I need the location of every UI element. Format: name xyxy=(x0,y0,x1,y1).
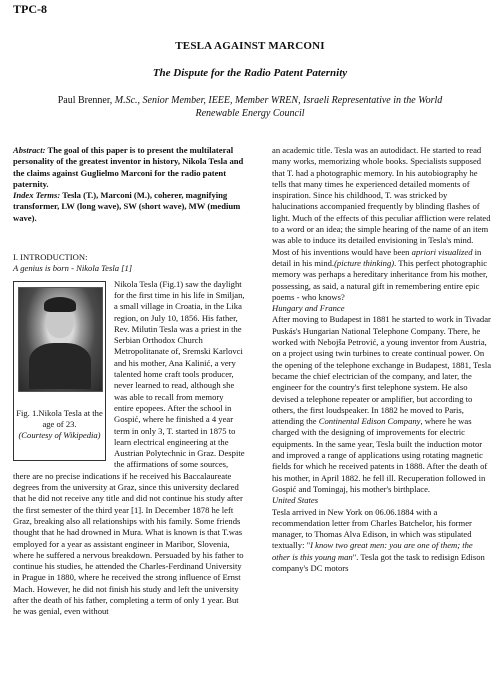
figure-caption xyxy=(14,408,105,441)
para1-italic-apriori: apriori visualized xyxy=(411,246,473,257)
right-column xyxy=(272,145,492,574)
right-paragraph-2 xyxy=(272,314,492,495)
index-terms-text: Tesla (T.), Marconi (M.), coherer, magnifying transformer, LW (long wave), SW (short wave), MW (medium wave). xyxy=(13,190,241,223)
figure-credit: (Courtesy of Wikipedia) xyxy=(18,429,101,440)
paper-title: TESLA AGAINST MARCONI xyxy=(175,40,325,52)
abstract xyxy=(13,145,245,224)
para2-italic-company: Continental Edison Company xyxy=(318,416,421,427)
abstract-text: The goal of this paper is to present the multilateral personality of the greatest inventor in history, Nikola Tesla and the claims against Guglielmo Marconi for the radio patent paternity. xyxy=(13,145,244,189)
subheading-hungary-france: Hungary and France xyxy=(272,303,345,314)
portrait-hair xyxy=(44,297,76,312)
para3-italic-quote: I know two great men: you are one of them; the other is this young man xyxy=(272,540,473,562)
right-paragraph-3 xyxy=(272,507,492,575)
tesla-portrait-photo xyxy=(18,287,103,392)
para1-mid: in detail in his mind. xyxy=(272,246,482,268)
para3-end: ". Tesla got the task to redisign Edison company's DC motors xyxy=(272,551,485,573)
intro-epigraph: A genius is born - Nikola Tesla [1] xyxy=(13,263,133,274)
page-tag: TPC-8 xyxy=(13,2,47,16)
figure-caption-text: Fig. 1.Nikola Tesla at the age of 23. xyxy=(16,407,103,429)
section-heading-introduction: I. INTRODUCTION: xyxy=(13,252,88,263)
figure-1 xyxy=(13,281,106,461)
index-terms-label: Index Terms: xyxy=(13,190,61,201)
para1-end: . This perfect photographic memory was perhaps a hereditary inheritance from his mother, possessing, as said, a natural gift in remembering entire epic poems - who knows? xyxy=(272,257,488,302)
abstract-label: Abstract: xyxy=(13,145,46,155)
author-name: Paul Brenner, xyxy=(57,95,115,106)
para1-text: an academic title. Tesla was an autodidact. He started to read many works, memorizing whole books. Specialists supposed that T. had a photographic memory. In his autobiography he tells that many times he experienced detailed moments of inspiration. Since his childhood, T. was stricked by halucinations accompanied frequently by blinding flashes of light. Much of the effects of this peculiar affliction were related to a word or an idea; the simple hearing of the name of an item was able to induce its detailed envisioning in Tesla's mind. Most of his inventions would have been xyxy=(272,145,491,257)
author-affiliation: M.Sc., Senior Member, IEEE, Member WREN, Israeli Representative in the World Renewable Energy Council xyxy=(114,95,443,119)
para1-italic-picture: (picture thinking) xyxy=(334,257,395,268)
subheading-united-states: United States xyxy=(272,495,319,506)
paper-subtitle: The Dispute for the Radio Patent Paternity xyxy=(152,67,348,79)
right-paragraph-1 xyxy=(272,145,492,303)
author-line xyxy=(40,94,460,120)
portrait-coat xyxy=(29,343,91,389)
para2-end: , where he was charged with the designing of improvements for electric equipments. In the same year, Tesla built the induction motor and improved a range of applications using rotating magnetic fields for which he received patents in 1888. After the death of his mother, in April 1882. he fell ill. Recuperation followed in Gospić and Tomingaj, his mother's birthplace. xyxy=(272,416,488,494)
left-column xyxy=(13,145,245,618)
intro-paragraph: Nikola Tesla (Fig.1) saw the daylight for the first time in his life in Smiljan, a small village in Croatia, in the Lika region, on July 10, 1856. His father, Rev. Milutin Tesla was a priest in the Serbian Orthodox Church Metropolitanate of, Sremski Karlovci and his mother, Ana Kalinić, a very talented home craft tools producer, never learned to read, although she was able to recall from memory entire epopees. After the school in Gospić, where he finished a 4 year term in only 3, T. started in 1875 to learn electrical engineering at the Austrian Polytechnic in Graz. Despite the affirmations of some sources, there are no precise indications if he received his Baccalaureate degrees from the university at Graz, since this university declared that he did not receive any title and did not continue his study after the first semester of the third year [1]. In December 1878 he left Graz, breaking also all relationships with his family. Some friends thought that he had drowned in Mura. What is known is that T.was employed for a year as assistant engineer in Maribor, Slovenia, where he suffered a nervous breakdown. Persuaded by his father to continue his studies, he attended the Charles-Ferdinand University in Prague in 1880, where he received the strong influence of Ernst Mach. However, he did not finish his study and left the university after the death of his father, completing a term of only 1 year. But he was genial, even without xyxy=(13,278,245,617)
para3-text: Tesla arrived in New York on 06.06.1884 with a recommendation letter from Charles Batchelor, his former manager, to Thomas Alva Edison, in which was stipulated textually: " xyxy=(272,506,472,551)
para2-text: After moving to Budapest in 1881 he started to work in Tivadar Puskás's Hungarian National Telephone Company. There, he worked with Nebojša Petrović, a young inventor from Austria, on a project using twin turbines to create continual power. On the opening of the telephone exchange in Budapest, 1881, Tesla became the chief electrician of the company, and later, the engineer for the country's first telephone system. He also devised a telephone repeater or amplifier, but according to others, the first loudspeaker. In 1882 he moved to Paris, attending the xyxy=(272,314,492,427)
